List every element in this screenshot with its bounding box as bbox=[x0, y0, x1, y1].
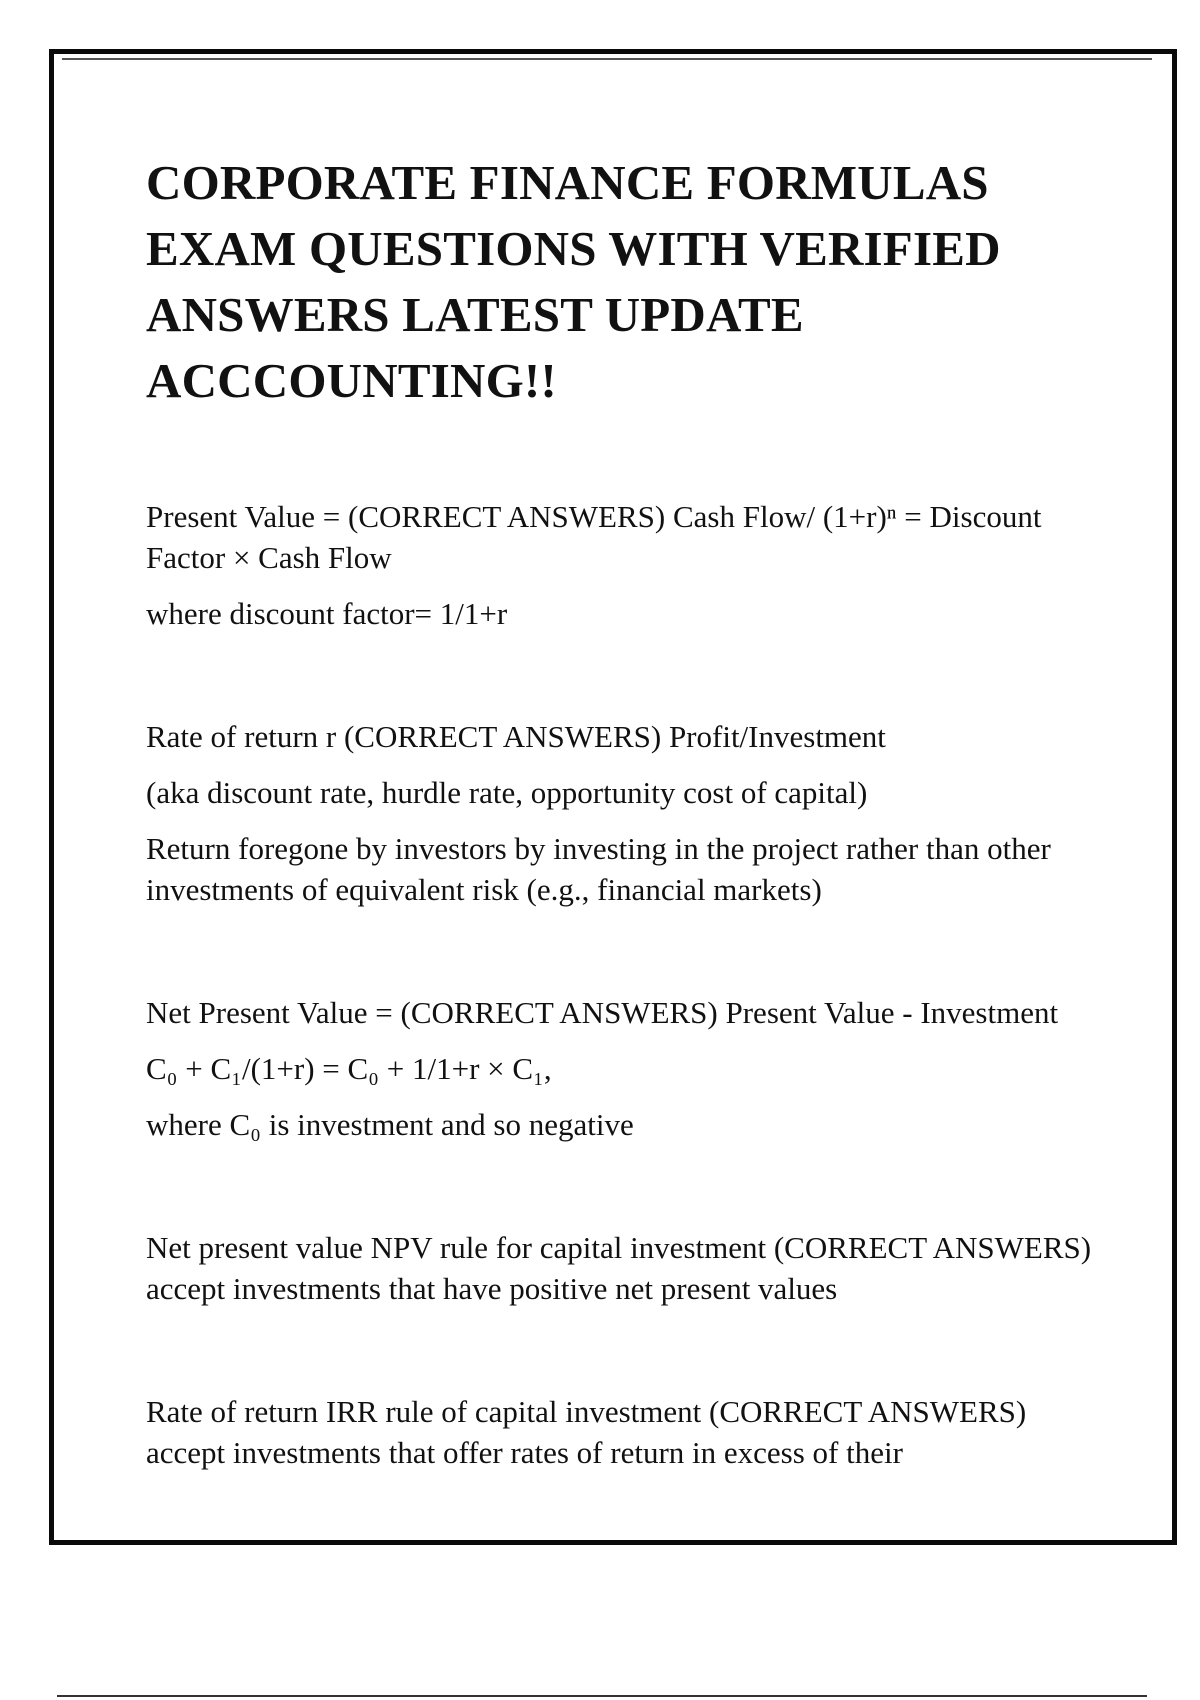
qa-question: Present Value = (CORRECT ANSWERS) Cash Flow/ (1+r)ⁿ = Discount Factor × Cash Flow bbox=[146, 499, 1042, 575]
document-title: CORPORATE FINANCE FORMULAS EXAM QUESTIONS WITH VERIFIED ANSWERS LATEST UPDATE ACCCOUNTING!! bbox=[146, 155, 1001, 408]
qa-question: Net present value NPV rule for capital investment (CORRECT ANSWERS) accept investments that have positive net present values bbox=[146, 1230, 1092, 1306]
frame-top-rule bbox=[62, 58, 1152, 60]
qa-question: Rate of return r (CORRECT ANSWERS) Profit/Investment bbox=[146, 719, 886, 754]
document-content bbox=[146, 150, 1106, 1473]
qa-section-npv-rule bbox=[146, 1227, 1106, 1309]
qa-section-rate-of-return bbox=[146, 716, 1106, 910]
bottom-rule bbox=[57, 1695, 1147, 1697]
qa-answer-line: C₀ + C₁/(1+r) = C₀ + 1/1+r × C₁, bbox=[146, 1051, 552, 1086]
qa-answer-line: Return foregone by investors by investing in the project rather than other investments of equivalent risk (e.g., financial markets) bbox=[146, 831, 1051, 907]
qa-answer-line: where C₀ is investment and so negative bbox=[146, 1107, 634, 1142]
qa-section-present-value bbox=[146, 496, 1106, 634]
qa-section-irr-rule bbox=[146, 1391, 1106, 1473]
qa-section-net-present-value bbox=[146, 992, 1106, 1145]
qa-answer-line: (aka discount rate, hurdle rate, opportunity cost of capital) bbox=[146, 775, 868, 810]
qa-answer-line: where discount factor= 1/1+r bbox=[146, 596, 508, 631]
qa-question: Net Present Value = (CORRECT ANSWERS) Present Value - Investment bbox=[146, 995, 1059, 1030]
qa-question: Rate of return IRR rule of capital investment (CORRECT ANSWERS) accept investments that offer rates of return in excess of their bbox=[146, 1394, 1027, 1470]
